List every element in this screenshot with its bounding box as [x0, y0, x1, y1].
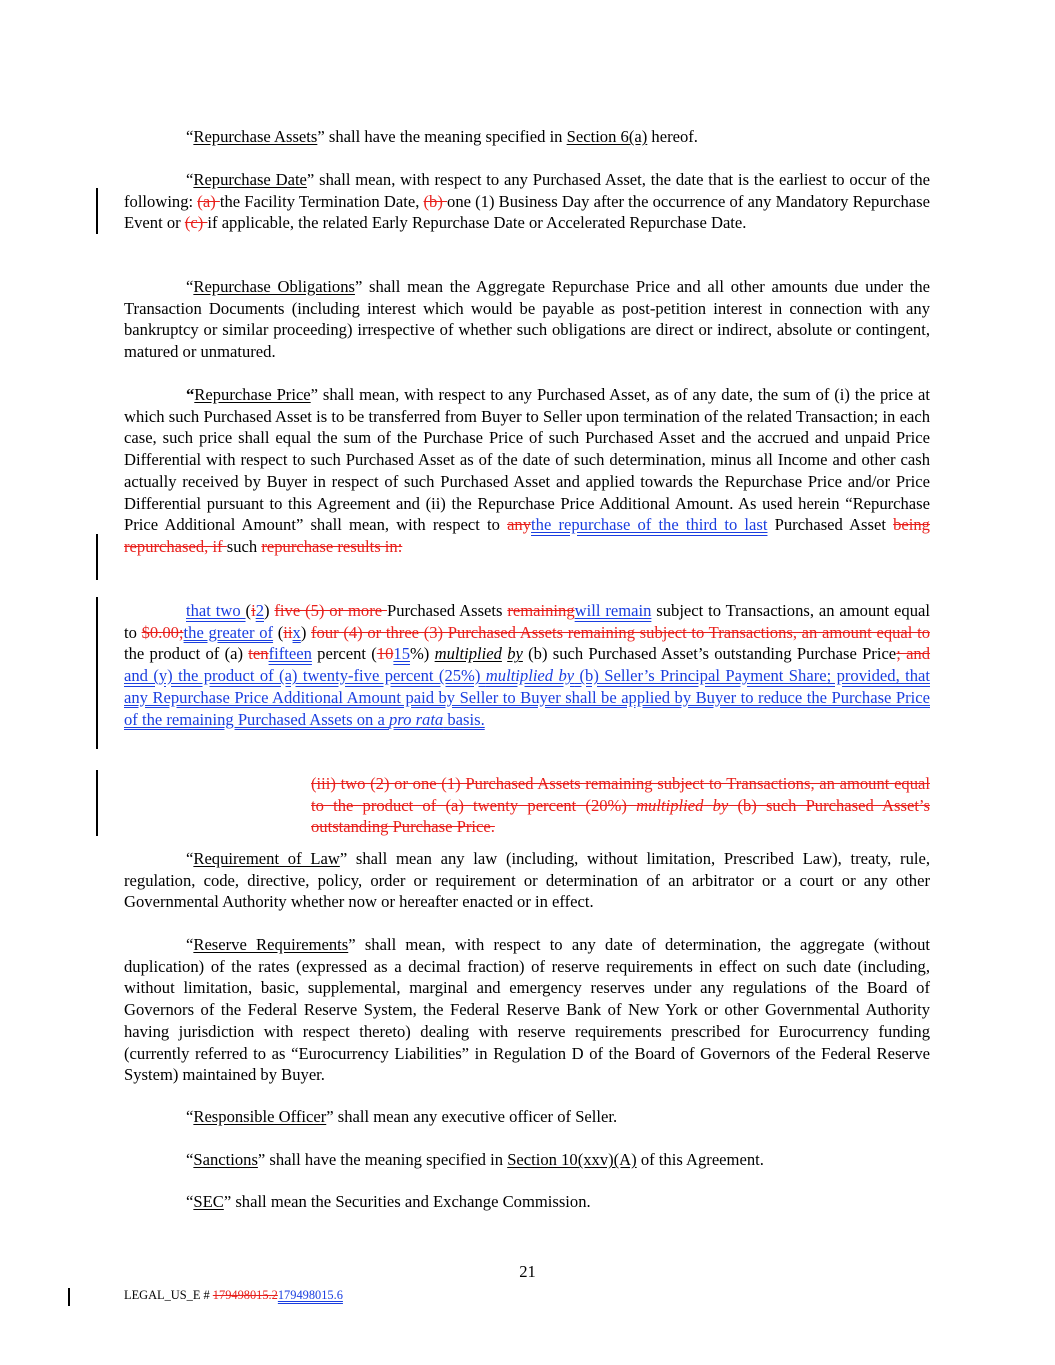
clause-text: ( [273, 622, 284, 642]
definition-text: ” shall have the meaning specified in [257, 1150, 508, 1169]
deleted-text: (b) such Purchased Asset’s outstanding Purchase Price. [311, 795, 930, 837]
page-number: 21 [519, 1262, 536, 1281]
deleted-text: 10 [376, 644, 394, 664]
clause-text: (b) such Purchased Asset’s outstanding Purchase Price [522, 644, 897, 664]
section-reference: Section 10(xxv)(A) [507, 1150, 637, 1169]
definition-repurchase-date [124, 169, 930, 234]
open-quote: “ [186, 1107, 194, 1126]
inserted-text: basis. [443, 709, 485, 729]
open-quote: “ [186, 1192, 194, 1211]
deleted-clause-iii [311, 773, 930, 838]
open-quote: “ [186, 1150, 194, 1169]
definition-text: ” shall mean the Aggregate Repurchase Price and all other amounts due under the Transaction Documents (including interest which would be payable as post-petition interest in connection with any bankruptcy or similar proceeding) irrespective of whether such obligations are direct or indirect, absolute or contingent, matured or unmatured. [124, 277, 930, 362]
inserted-text: x [292, 622, 301, 642]
deleted-text [703, 796, 712, 815]
open-quote: “ [186, 385, 195, 404]
definition-text: ” shall mean any law (including, without limitation, Prescribed Law), treaty, rule, regulation, code, directive, policy, order or requirement or determination of an arbitrator or a court or any other Governmental Authority whether now or hereafter enacted or in effect. [124, 849, 930, 912]
definition-reserve-requirements [124, 934, 930, 1086]
deleted-text: (a) [197, 191, 220, 211]
open-quote: “ [186, 170, 194, 189]
clause-text: subject to Transactions, an amount equal to [124, 601, 930, 642]
deleted-text: ; and [896, 644, 931, 664]
repurchase-price-additional-amount-clause [124, 600, 930, 730]
inserted-text: (b) Seller’s Principal Payment Share; provided, that any Repurchase Price Additional Amount paid by Seller to Buyer shall be applied by Buyer to reduce the Purchase Price of the remaining Purchased Assets on a [124, 666, 930, 729]
deleted-text: (b) [423, 191, 448, 211]
definition-responsible-officer [124, 1106, 930, 1128]
definition-repurchase-obligations [124, 276, 930, 363]
definition-text: Purchased Asset [767, 515, 894, 535]
definition-text: ” shall mean, with respect to any date of determination, the aggregate (without duplication) of the rates (expressed as a decimal fraction) of reserve requirements in effect on such date (including, without limitation, basic, supplemental, marginal and emergency reserves under any regulations of the Board of Governors of the Federal Reserve System, the Federal Reserve Bank of New York or other Governmental Authority having jurisdiction with respect thereto) dealing with reserve requirements prescribed for Eurocurrency funding (currently referred to as “Eurocurrency Liabilities” in Regulation D of the Board of Governors of the Federal Reserve System) maintained by Buyer. [124, 935, 930, 1085]
deleted-text: ten [248, 644, 269, 664]
footer-new-id: 179498015.6 [277, 1288, 343, 1302]
definition-text: of this Agreement. [636, 1150, 764, 1169]
defined-term: Requirement of Law [193, 849, 340, 868]
change-bar [96, 597, 98, 749]
clause-text: ) [263, 601, 275, 620]
clause-text: ( [245, 601, 252, 620]
deleted-text: $0.00; [141, 622, 184, 642]
inserted-text: that two [186, 601, 246, 620]
open-quote: “ [186, 849, 194, 868]
deleted-text: i [251, 601, 256, 620]
change-bar [96, 188, 98, 234]
definition-text: the Facility Termination Date, [219, 191, 424, 211]
definition-sanctions [124, 1149, 930, 1171]
definition-text: if applicable, the related Early Repurchase Date or Accelerated Repurchase Date. [207, 213, 747, 233]
deleted-text: (c) [184, 213, 208, 233]
defined-term: Responsible Officer [193, 1107, 327, 1126]
deleted-text: repurchase results in: [261, 536, 403, 556]
deleted-text: remaining [507, 601, 575, 620]
inserted-text: 15 [393, 644, 410, 664]
defined-term: Reserve Requirements [193, 935, 349, 954]
definition-text: ” shall mean any executive officer of Seller. [326, 1107, 618, 1126]
inserted-text: the repurchase of the third to last [531, 515, 768, 535]
deleted-text: by [712, 795, 729, 815]
definition-text: one (1) Business Day after the occurrence of any Mandatory Repurchase Event or [124, 191, 930, 233]
footer-old-id: 179498015.2 [212, 1288, 278, 1302]
definition-requirement-of-law [124, 848, 930, 913]
section-reference: Section 6(a) [566, 127, 648, 146]
clause-text: Purchased Assets [386, 601, 508, 620]
definition-text: ” shall have the meaning specified in [317, 127, 567, 146]
defined-term: Repurchase Price [194, 385, 311, 404]
definition-sec [124, 1191, 930, 1213]
definition-repurchase-assets [124, 126, 930, 148]
clause-text: percent ( [311, 644, 377, 664]
change-bar [96, 534, 98, 580]
inserted-text: pro rata [388, 709, 444, 729]
deleted-text: (iii) two (2) or one (1) Purchased Assets remaining subject to Transactions, an amount equal to the product of (a) twenty percent (20%) [311, 774, 930, 815]
defined-term: Repurchase Date [193, 170, 307, 189]
deleted-text: five (5) or more [274, 601, 387, 620]
change-bar [68, 1288, 70, 1306]
deleted-text: being repurchased, if [124, 515, 930, 556]
clause-text: ) [300, 622, 312, 642]
inserted-text: the greater of [183, 622, 274, 642]
deleted-text: four (4) or three (3) Purchased Assets remaining subject to Transactions, an amount equal to [311, 622, 930, 642]
inserted-text: will remain [574, 601, 652, 620]
clause-text: the product of (a) [124, 644, 249, 664]
inserted-text: 2 [255, 601, 264, 620]
document-footer [124, 1288, 343, 1303]
defined-term: Repurchase Obligations [193, 277, 355, 296]
clause-text: %) [409, 644, 435, 664]
definition-text: ” shall mean, with respect to any Purchased Asset, the date that is the earliest to occur of the following: [124, 170, 930, 211]
inserted-text: and (y) the product of (a) twenty-five percent (25%) [124, 666, 486, 686]
clause-text: multiplied [434, 644, 502, 664]
open-quote: “ [186, 935, 194, 954]
defined-term: Repurchase Assets [193, 127, 318, 146]
deleted-text: ii [283, 622, 293, 642]
defined-term: SEC [193, 1192, 224, 1211]
deleted-text: multiplied [636, 795, 704, 815]
definition-text: such [226, 536, 262, 556]
deleted-text: any [507, 515, 532, 535]
definition-text: hereof. [647, 127, 698, 146]
change-bar [96, 770, 98, 836]
definition-repurchase-price [124, 384, 930, 558]
open-quote: “ [186, 127, 194, 146]
open-quote: “ [186, 277, 194, 296]
definition-text: ” shall mean the Securities and Exchange Commission. [223, 1192, 591, 1211]
footer-prefix: LEGAL_US_E # [124, 1288, 213, 1302]
inserted-text: multiplied by [485, 666, 575, 686]
clause-text: by [507, 644, 523, 664]
definition-text: ” shall mean, with respect to any Purchased Asset, as of any date, the sum of (i) the price at which such Purchased Asset is to be transferred from Buyer to Seller upon termination of the related Transaction; in each case, such price shall equal the sum of the Purchase Price of such Purchased Asset and the accrued and unpaid Price Differential with respect to such Purchased Asset as of the date of such determination, minus all Income and other cash actually received by Buyer in respect of such Purchased Asset and applied towards the Repurchase Price and/or Price Differential pursuant to this Agreement and (ii) the Repurchase Price Additional Amount. As used herein “Repurchase Price Additional Amount” shall mean, with respect to [124, 385, 930, 535]
defined-term: Sanctions [193, 1150, 258, 1169]
inserted-text: fifteen [268, 644, 312, 664]
